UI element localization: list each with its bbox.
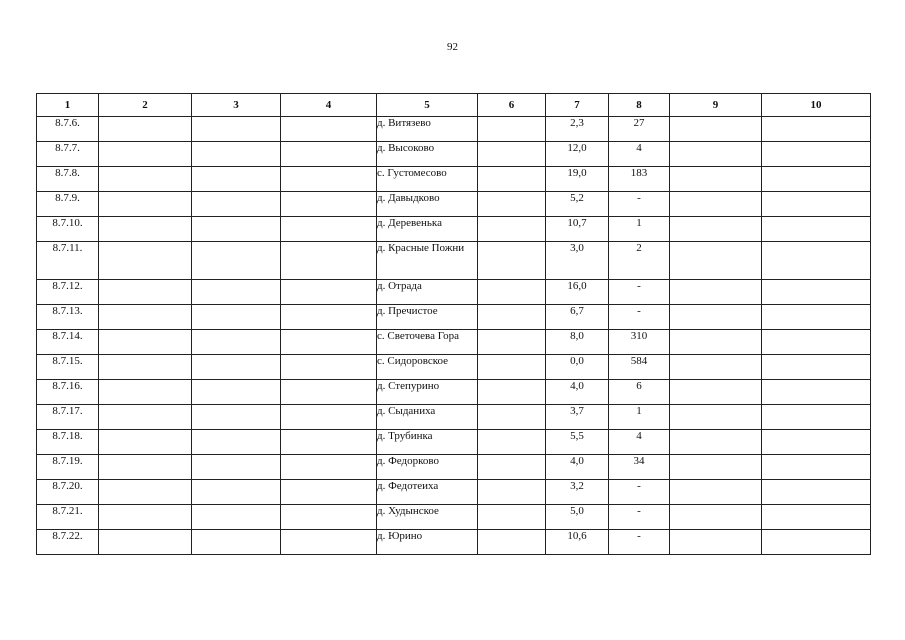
count-cell: - [609,530,670,555]
cell-col-6 [478,355,546,380]
cell-col-10 [762,217,871,242]
cell-col-3 [192,117,281,142]
cell-col-6 [478,242,546,280]
cell-col-3 [192,167,281,192]
settlement-name-cell: с. Густомесово [377,167,478,192]
row-number-cell: 8.7.11. [37,242,99,280]
column-header-7: 7 [546,94,609,117]
row-number-cell: 8.7.8. [37,167,99,192]
cell-col-10 [762,455,871,480]
distance-cell: 2,3 [546,117,609,142]
cell-col-6 [478,480,546,505]
cell-col-3 [192,355,281,380]
cell-col-6 [478,505,546,530]
row-number-cell: 8.7.16. [37,380,99,405]
count-cell: 183 [609,167,670,192]
count-cell: 27 [609,117,670,142]
distance-cell: 5,2 [546,192,609,217]
cell-col-10 [762,242,871,280]
cell-col-2 [99,505,192,530]
cell-col-9 [670,430,762,455]
cell-col-10 [762,167,871,192]
row-number-cell: 8.7.20. [37,480,99,505]
settlement-name-cell: д. Сыданиха [377,405,478,430]
distance-cell: 5,0 [546,505,609,530]
count-cell: - [609,480,670,505]
cell-col-4 [281,117,377,142]
cell-col-6 [478,280,546,305]
distance-cell: 4,0 [546,380,609,405]
settlement-name-cell: д. Степурино [377,380,478,405]
settlement-name-cell: д. Витязево [377,117,478,142]
cell-col-9 [670,330,762,355]
column-header-8: 8 [609,94,670,117]
row-number-cell: 8.7.9. [37,192,99,217]
cell-col-4 [281,380,377,405]
table-row [37,530,871,555]
settlement-name-cell: д. Худынское [377,505,478,530]
table-body [37,117,871,555]
cell-col-3 [192,430,281,455]
settlement-name-cell: д. Красные Пожни [377,242,478,280]
column-header-5: 5 [377,94,478,117]
cell-col-9 [670,192,762,217]
cell-col-10 [762,305,871,330]
cell-col-9 [670,305,762,330]
cell-col-2 [99,192,192,217]
cell-col-9 [670,505,762,530]
cell-col-3 [192,305,281,330]
cell-col-4 [281,455,377,480]
row-number-cell: 8.7.15. [37,355,99,380]
column-header-6: 6 [478,94,546,117]
cell-col-10 [762,380,871,405]
settlement-name-cell: д. Отрада [377,280,478,305]
cell-col-4 [281,430,377,455]
cell-col-4 [281,405,377,430]
cell-col-2 [99,305,192,330]
cell-col-4 [281,167,377,192]
cell-col-2 [99,117,192,142]
cell-col-6 [478,455,546,480]
table-row [37,167,871,192]
table-row [37,117,871,142]
cell-col-2 [99,167,192,192]
cell-col-10 [762,330,871,355]
settlement-name-cell: д. Пречистое [377,305,478,330]
count-cell: - [609,505,670,530]
settlement-name-cell: д. Федотеиха [377,480,478,505]
cell-col-9 [670,142,762,167]
cell-col-6 [478,530,546,555]
table-row [37,380,871,405]
cell-col-2 [99,142,192,167]
cell-col-2 [99,217,192,242]
cell-col-9 [670,242,762,280]
cell-col-9 [670,380,762,405]
cell-col-9 [670,280,762,305]
cell-col-2 [99,280,192,305]
row-number-cell: 8.7.19. [37,455,99,480]
cell-col-2 [99,242,192,280]
column-header-1: 1 [37,94,99,117]
row-number-cell: 8.7.22. [37,530,99,555]
cell-col-9 [670,480,762,505]
cell-col-2 [99,355,192,380]
cell-col-3 [192,530,281,555]
settlement-name-cell: д. Высоково [377,142,478,167]
cell-col-10 [762,192,871,217]
cell-col-6 [478,305,546,330]
cell-col-10 [762,142,871,167]
cell-col-6 [478,217,546,242]
table-row [37,305,871,330]
settlement-name-cell: д. Трубинка [377,430,478,455]
cell-col-10 [762,430,871,455]
distance-cell: 3,2 [546,480,609,505]
count-cell: 310 [609,330,670,355]
settlement-name-cell: д. Деревенька [377,217,478,242]
count-cell: 4 [609,430,670,455]
cell-col-2 [99,530,192,555]
count-cell: 1 [609,405,670,430]
cell-col-4 [281,217,377,242]
distance-cell: 8,0 [546,330,609,355]
cell-col-10 [762,405,871,430]
distance-cell: 4,0 [546,455,609,480]
column-header-10: 10 [762,94,871,117]
row-number-cell: 8.7.13. [37,305,99,330]
table-row [37,505,871,530]
cell-col-2 [99,480,192,505]
cell-col-3 [192,242,281,280]
cell-col-4 [281,505,377,530]
cell-col-10 [762,530,871,555]
cell-col-4 [281,242,377,280]
distance-cell: 5,5 [546,430,609,455]
cell-col-6 [478,430,546,455]
cell-col-3 [192,142,281,167]
column-header-9: 9 [670,94,762,117]
row-number-cell: 8.7.12. [37,280,99,305]
distance-cell: 19,0 [546,167,609,192]
table-row [37,355,871,380]
settlements-table [36,93,871,555]
settlement-name-cell: д. Федорково [377,455,478,480]
count-cell: 1 [609,217,670,242]
cell-col-2 [99,430,192,455]
cell-col-9 [670,455,762,480]
row-number-cell: 8.7.7. [37,142,99,167]
cell-col-6 [478,405,546,430]
cell-col-10 [762,480,871,505]
settlement-name-cell: с. Светочева Гора [377,330,478,355]
table-row [37,405,871,430]
cell-col-3 [192,217,281,242]
table-row [37,330,871,355]
cell-col-4 [281,355,377,380]
cell-col-3 [192,380,281,405]
cell-col-2 [99,455,192,480]
distance-cell: 12,0 [546,142,609,167]
row-number-cell: 8.7.10. [37,217,99,242]
row-number-cell: 8.7.18. [37,430,99,455]
cell-col-4 [281,192,377,217]
cell-col-10 [762,117,871,142]
cell-col-4 [281,480,377,505]
table-row [37,192,871,217]
column-header-3: 3 [192,94,281,117]
distance-cell: 10,7 [546,217,609,242]
table-row [37,430,871,455]
count-cell: - [609,305,670,330]
distance-cell: 10,6 [546,530,609,555]
cell-col-6 [478,192,546,217]
cell-col-9 [670,117,762,142]
cell-col-9 [670,405,762,430]
cell-col-4 [281,330,377,355]
table-row [37,280,871,305]
cell-col-6 [478,330,546,355]
count-cell: 4 [609,142,670,167]
cell-col-9 [670,530,762,555]
cell-col-6 [478,380,546,405]
table-row [37,142,871,167]
row-number-cell: 8.7.17. [37,405,99,430]
settlement-name-cell: д. Давыдково [377,192,478,217]
cell-col-3 [192,405,281,430]
cell-col-9 [670,355,762,380]
column-header-4: 4 [281,94,377,117]
table-row [37,480,871,505]
table-row [37,217,871,242]
cell-col-10 [762,355,871,380]
count-cell: - [609,280,670,305]
row-number-cell: 8.7.21. [37,505,99,530]
cell-col-6 [478,167,546,192]
cell-col-3 [192,505,281,530]
distance-cell: 3,7 [546,405,609,430]
count-cell: 584 [609,355,670,380]
cell-col-9 [670,217,762,242]
count-cell: - [609,192,670,217]
cell-col-4 [281,530,377,555]
cell-col-6 [478,142,546,167]
cell-col-2 [99,330,192,355]
cell-col-3 [192,280,281,305]
cell-col-6 [478,117,546,142]
cell-col-3 [192,192,281,217]
column-header-2: 2 [99,94,192,117]
cell-col-4 [281,305,377,330]
count-cell: 34 [609,455,670,480]
cell-col-4 [281,142,377,167]
row-number-cell: 8.7.6. [37,117,99,142]
settlement-name-cell: д. Юрино [377,530,478,555]
cell-col-2 [99,405,192,430]
count-cell: 6 [609,380,670,405]
cell-col-3 [192,330,281,355]
cell-col-10 [762,280,871,305]
cell-col-3 [192,455,281,480]
count-cell: 2 [609,242,670,280]
cell-col-4 [281,280,377,305]
cell-col-3 [192,480,281,505]
distance-cell: 6,7 [546,305,609,330]
distance-cell: 0,0 [546,355,609,380]
page-number: 92 [447,41,458,53]
cell-col-2 [99,380,192,405]
cell-col-10 [762,505,871,530]
row-number-cell: 8.7.14. [37,330,99,355]
header-row [37,94,871,117]
distance-cell: 3,0 [546,242,609,280]
table-row [37,242,871,280]
cell-col-9 [670,167,762,192]
settlement-name-cell: с. Сидоровское [377,355,478,380]
distance-cell: 16,0 [546,280,609,305]
table-row [37,455,871,480]
